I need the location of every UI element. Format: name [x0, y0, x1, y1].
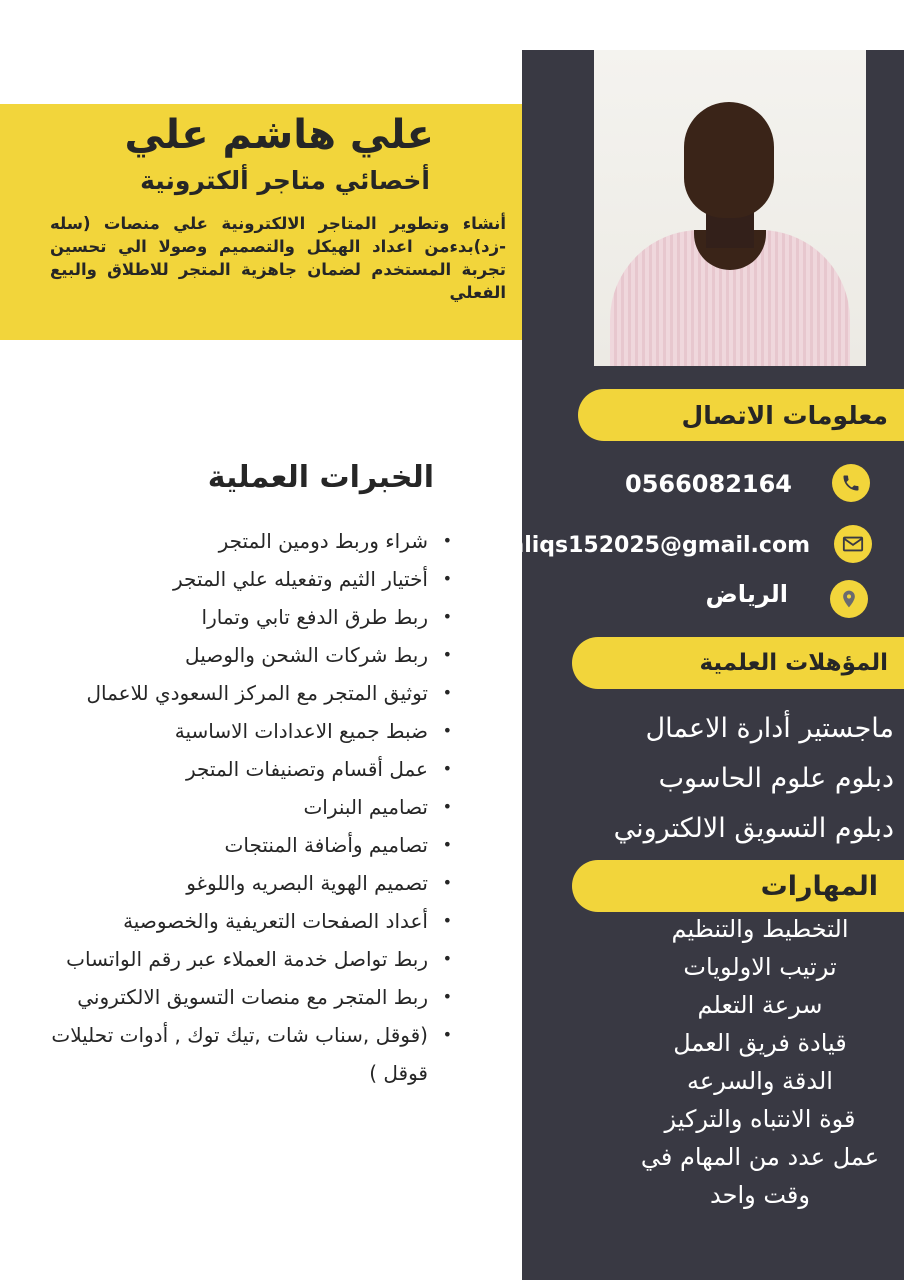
experience-item: • ربط تواصل خدمة العملاء عبر رقم الواتساب: [40, 940, 450, 978]
experience-list: [40, 522, 450, 1092]
skill-item: قيادة فريق العمل: [673, 1029, 847, 1057]
skills-heading: المهارات: [572, 860, 904, 912]
skill-item: التخطيط والتنظيم: [671, 915, 849, 943]
skill-item: سرعة التعلم: [697, 991, 823, 1019]
education-heading: المؤهلات العلمية: [572, 637, 904, 689]
photo-head: [684, 102, 774, 218]
phone-icon: [832, 464, 870, 502]
person-name: علي هاشم علي: [124, 112, 434, 158]
experience-item: • تصاميم وأضافة المنتجات: [40, 826, 450, 864]
experience-item: • أختيار الثيم وتفعيله علي المتجر: [40, 560, 450, 598]
profile-photo: [594, 50, 866, 366]
experience-item: • ضبط جميع الاعدادات الاساسية: [40, 712, 450, 750]
skills-list: [640, 910, 880, 1214]
experience-item: • عمل أقسام وتصنيفات المتجر: [40, 750, 450, 788]
contact-phone: 0566082164: [625, 470, 792, 498]
education-list: [524, 704, 894, 854]
skill-item: عمل عدد من المهام في وقت واحد: [640, 1143, 880, 1209]
experience-item: • ربط المتجر مع منصات التسويق الالكتروني: [40, 978, 450, 1016]
skill-item: قوة الانتباه والتركيز: [664, 1105, 856, 1133]
skill-item: الدقة والسرعه: [687, 1067, 833, 1095]
contact-heading: معلومات الاتصال: [578, 389, 904, 441]
contact-city: الرياض: [705, 580, 788, 608]
experience-item: • تصاميم البنرات: [40, 788, 450, 826]
education-item: دبلوم علوم الحاسوب: [658, 763, 894, 794]
experience-item: • ربط شركات الشحن والوصيل: [40, 636, 450, 674]
education-item: دبلوم التسويق الالكتروني: [613, 813, 894, 844]
education-item: ماجستير أدارة الاعمال: [645, 713, 894, 744]
experience-item: • أعداد الصفحات التعريفية والخصوصية: [40, 902, 450, 940]
experience-heading: الخبرات العملية: [207, 460, 434, 495]
experience-item: • (قوقل ,سناب شات ,تيك توك , أدوات تحليلات قوقل ): [40, 1016, 450, 1092]
profile-summary: أنشاء وتطوير المتاجر الالكترونية علي منصات (سله -زد)بدءمن اعداد الهيكل والتصميم وصولا الي تحسين تجربة المستخدم لضمان جاهزية المتجر للاطلاق والبيع الفعلي: [50, 214, 506, 302]
skill-item: ترتيب الاولويات: [683, 953, 837, 981]
experience-item: • تصميم الهوية البصريه واللوغو: [40, 864, 450, 902]
contact-email: aliqs152025@gmail.com: [509, 533, 810, 558]
job-title: أخصائي متاجر ألكترونية: [140, 166, 430, 195]
experience-item: • شراء وربط دومين المتجر: [40, 522, 450, 560]
experience-item: • توثيق المتجر مع المركز السعودي للاعمال: [40, 674, 450, 712]
email-icon: [834, 525, 872, 563]
location-pin-icon: [830, 580, 868, 618]
experience-item: • ربط طرق الدفع تابي وتمارا: [40, 598, 450, 636]
